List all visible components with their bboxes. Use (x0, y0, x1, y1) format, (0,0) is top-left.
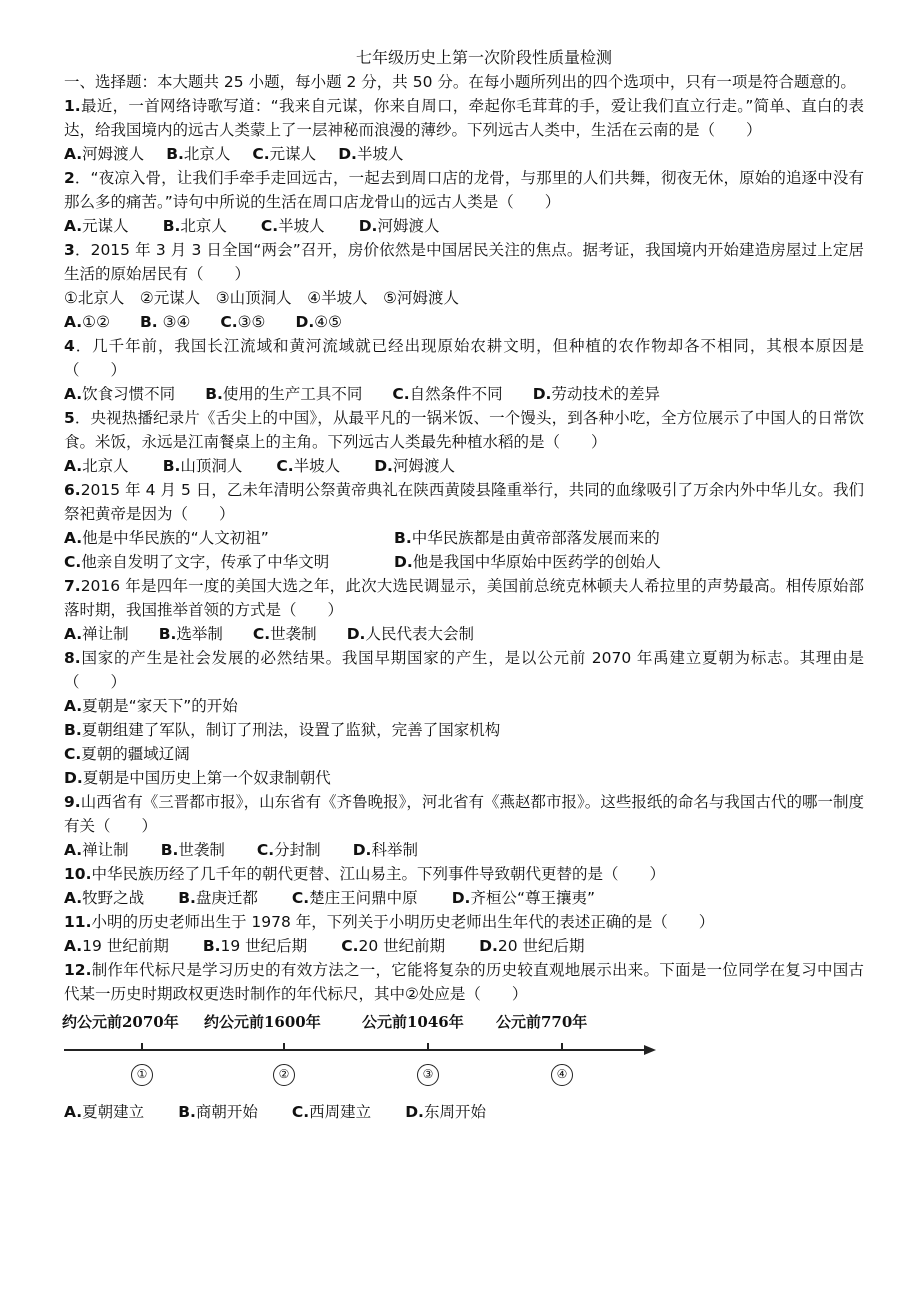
option-b[interactable] (140, 310, 190, 334)
option-letter: C. (252, 145, 270, 163)
option-c[interactable] (276, 454, 340, 478)
option-letter: C. (256, 841, 275, 859)
question-6 (64, 478, 864, 574)
option-letter: D. (358, 217, 378, 235)
option-b[interactable] (203, 934, 307, 958)
option-letter: B. (64, 721, 82, 739)
option-text: 他是中华民族的“人文初祖” (82, 529, 269, 547)
question-list (64, 94, 864, 1124)
option-d[interactable] (295, 310, 342, 334)
answer-options (64, 454, 864, 478)
question-number: 2 (64, 169, 75, 187)
option-text: 半坡人 (293, 457, 341, 475)
option-letter: D. (532, 385, 552, 403)
option-b[interactable] (166, 142, 230, 166)
question-stem (64, 406, 864, 454)
question-5 (64, 406, 864, 478)
option-letter: C. (291, 1103, 310, 1121)
option-d[interactable] (64, 766, 838, 790)
option-text: 河姆渡人 (82, 145, 145, 163)
question-stem (64, 94, 864, 142)
option-text: 牧野之战 (82, 889, 145, 907)
option-c[interactable] (252, 142, 316, 166)
option-letter: A. (64, 457, 83, 475)
timeline-label: 公元前770年 (496, 1013, 588, 1031)
option-text: 半坡人 (356, 145, 404, 163)
option-letter: A. (64, 529, 83, 547)
question-text: 2015 年 4 月 5 日，乙未年清明公祭黄帝典礼在陕西黄陵县隆重举行，共同的血缘吸引了万余内外中华儿女。我们祭祀黄帝是因为（ ） (64, 481, 864, 523)
question-text: 中华民族历经了几千年的朝代更替、江山易主。下列事件导致朝代更替的是（ ） (91, 865, 665, 883)
option-c[interactable] (64, 550, 394, 574)
question-text: 国家的产生是社会发展的必然结果。我国早期国家的产生，是以公元前 2070 年禹建立夏朝为标志。其理由是（ ） (64, 649, 864, 691)
option-letter: D. (394, 553, 413, 571)
timeline-label: 约公元前2070年 (62, 1013, 179, 1031)
option-a[interactable] (64, 526, 394, 550)
option-text: 楚庄王问鼎中原 (309, 889, 418, 907)
option-letter: B. (158, 625, 177, 643)
option-d[interactable] (394, 550, 724, 574)
option-text: 20 世纪后期 (497, 937, 585, 955)
option-letter: A. (64, 937, 83, 955)
option-letter: C. (276, 457, 294, 475)
option-a[interactable] (64, 838, 129, 862)
question-stem (64, 910, 864, 934)
answer-options (64, 886, 864, 910)
option-text: 北京人 (183, 145, 231, 163)
option-b[interactable] (205, 382, 362, 406)
question-text: 2016 年是四年一度的美国大选之年，此次大选民调显示，美国前总统克林顿夫人希拉里的声势最高。相传原始部落时期，我国推举首领的方式是（ ） (64, 577, 864, 619)
option-letter: A. (64, 1103, 83, 1121)
option-d[interactable] (405, 1100, 486, 1124)
option-text: 夏朝是中国历史上第一个奴隶制朝代 (82, 769, 331, 787)
option-a[interactable] (64, 214, 129, 238)
arrow-right-icon (644, 1045, 656, 1055)
option-letter: B. (205, 385, 223, 403)
answer-options (64, 934, 864, 958)
option-letter: A. (64, 889, 83, 907)
question-stem (64, 574, 864, 622)
option-b[interactable] (159, 622, 223, 646)
option-letter: D. (374, 457, 393, 475)
question-3 (64, 238, 864, 334)
question-stem (64, 790, 864, 838)
option-letter: B. (162, 217, 181, 235)
timeline-label: 公元前1046年 (362, 1013, 464, 1031)
option-text: 元谋人 (82, 217, 129, 235)
option-text: 盘庚迁都 (195, 889, 258, 907)
option-letter: B. (162, 457, 181, 475)
exam-page (64, 46, 864, 1124)
option-letter: B. (202, 937, 221, 955)
timeline-ruler (64, 1010, 684, 1098)
option-text: 饮食习惯不同 (82, 385, 176, 403)
option-b[interactable] (178, 1100, 258, 1124)
option-a[interactable] (64, 310, 110, 334)
option-text: 元谋人 (269, 145, 317, 163)
option-text: 河姆渡人 (377, 217, 440, 235)
answer-options (64, 622, 864, 646)
option-text: 科举制 (371, 841, 418, 859)
question-stem (64, 862, 864, 886)
option-text: ④⑤ (314, 313, 343, 331)
option-b[interactable] (178, 886, 258, 910)
option-a[interactable] (64, 886, 144, 910)
question-2 (64, 166, 864, 238)
question-stem (64, 166, 864, 214)
answer-options (64, 142, 864, 166)
timeline-mark: ② (273, 1064, 295, 1086)
answer-options (64, 1100, 864, 1124)
option-text: 齐桓公“尊王攘夷” (470, 889, 596, 907)
option-letter: C. (291, 889, 310, 907)
option-letter: C. (392, 385, 410, 403)
option-text: 劳动技术的差异 (551, 385, 660, 403)
option-text: 自然条件不同 (409, 385, 503, 403)
option-c[interactable] (253, 622, 317, 646)
question-12 (64, 958, 864, 1124)
option-letter: B. (139, 313, 158, 331)
question-text: 最近，一首网络诗歌写道：“我来自元谋，你来自周口，牵起你毛茸茸的手，爱让我们直立行走。”简单、直白的表达，给我国境内的远古人类蒙上了一层神秘而浪漫的薄纱。下列远古人类中，生活在云南的是（ ） (64, 97, 864, 139)
option-d[interactable] (479, 934, 584, 958)
option-d[interactable] (533, 382, 660, 406)
option-c[interactable] (257, 838, 321, 862)
page-title: 七年级历史上第一次阶段性质量检测 (355, 48, 612, 67)
option-text: 北京人 (180, 217, 227, 235)
option-text: 人民代表大会制 (365, 625, 474, 643)
option-letter: B. (394, 529, 412, 547)
timeline-mark: ④ (551, 1064, 573, 1086)
question-text: 小明的历史老师出生于 1978 年，下列关于小明历史老师出生年代的表述正确的是（ ） (91, 913, 715, 931)
option-letter: A. (64, 841, 83, 859)
option-letter: D. (338, 145, 357, 163)
question-stem (64, 238, 864, 286)
question-number: 12. (64, 961, 92, 979)
option-letter: C. (260, 217, 279, 235)
option-letter: A. (64, 697, 83, 715)
option-text: 夏朝组建了军队，制订了刑法，设置了监狱，完善了国家机构 (81, 721, 501, 739)
option-d[interactable] (353, 838, 418, 862)
option-c[interactable] (341, 934, 445, 958)
timeline-mark: ③ (417, 1064, 439, 1086)
option-letter: A. (64, 145, 83, 163)
question-7 (64, 574, 864, 646)
question-4 (64, 334, 864, 406)
question-text: 制作年代标尺是学习历史的有效方法之一，它能将复杂的历史较直观地展示出来。下面是一位同学在复习中国古代某一历史时期政权更迭时制作的年代标尺，其中②处应是（ ） (64, 961, 864, 1003)
section-intro: 一、选择题：本大题共 25 小题，每小题 2 分，共 50 分。在每小题所列出的四个选项中，只有一项是符合题意的。 (64, 73, 856, 91)
option-b[interactable] (163, 214, 227, 238)
question-items: ①北京人 ②元谋人 ③山顶洞人 ④半坡人 ⑤河姆渡人 (64, 289, 459, 307)
option-text: ③④ (157, 313, 191, 331)
option-c[interactable] (292, 886, 418, 910)
option-d[interactable] (338, 142, 403, 166)
option-d[interactable] (347, 622, 474, 646)
option-letter: A. (64, 217, 83, 235)
question-number: 3 (64, 241, 75, 259)
question-stem (64, 958, 864, 1006)
option-a[interactable] (64, 454, 129, 478)
option-text: 禅让制 (82, 625, 129, 643)
option-letter: A. (64, 313, 83, 331)
option-a[interactable] (64, 694, 838, 718)
question-number: 6. (64, 481, 81, 499)
question-text: ．2015 年 3 月 3 日全国“两会”召开，房价依然是中国居民关注的焦点。据考证，我国境内开始建造房屋过上定居生活的原始居民有（ ） (64, 241, 864, 283)
option-a[interactable] (64, 934, 169, 958)
option-d[interactable] (374, 454, 455, 478)
answer-options (64, 310, 864, 334)
question-number: 8. (64, 649, 81, 667)
question-11 (64, 910, 864, 958)
question-number: 5 (64, 409, 75, 427)
option-d[interactable] (452, 886, 595, 910)
option-letter: B. (178, 889, 196, 907)
question-text: ．几千年前，我国长江流域和黄河流域就已经出现原始农耕文明，但种植的农作物却各不相同，其根本原因是（ ） (64, 337, 864, 379)
question-stem (64, 478, 864, 526)
answer-options (64, 838, 864, 862)
option-b[interactable] (64, 718, 838, 742)
question-10 (64, 862, 864, 910)
timeline-mark: ① (131, 1064, 153, 1086)
option-text: 夏朝的疆域辽阔 (81, 745, 190, 763)
option-b[interactable] (163, 454, 243, 478)
question-number: 9. (64, 793, 81, 811)
timeline-label: 约公元前1600年 (204, 1013, 321, 1031)
question-number: 7. (64, 577, 81, 595)
answer-options (64, 214, 864, 238)
option-text: 河姆渡人 (392, 457, 455, 475)
option-letter: D. (346, 625, 366, 643)
question-number: 4 (64, 337, 75, 355)
option-letter: B. (166, 145, 184, 163)
option-c[interactable] (292, 1100, 371, 1124)
question-9 (64, 790, 864, 862)
option-letter: A. (64, 385, 83, 403)
option-c[interactable] (64, 742, 838, 766)
option-text: 商朝开始 (195, 1103, 258, 1121)
option-text: 分封制 (274, 841, 321, 859)
question-stem (64, 646, 864, 694)
option-text: 世袭制 (270, 625, 317, 643)
question-text: 山西省有《三晋都市报》，山东省有《齐鲁晚报》，河北省有《燕赵都市报》。这些报纸的命名与我国古代的哪一制度有关（ ） (64, 793, 864, 835)
option-text: 19 世纪前期 (82, 937, 169, 955)
option-text: 他亲自发明了文字，传承了中华文明 (81, 553, 330, 571)
option-text: 中华民族都是由黄帝部落发展而来的 (411, 529, 660, 547)
option-text: 山顶洞人 (180, 457, 243, 475)
option-letter: D. (479, 937, 498, 955)
option-text: 选举制 (176, 625, 223, 643)
option-letter: B. (160, 841, 179, 859)
option-a[interactable] (64, 1100, 144, 1124)
option-letter: C. (64, 553, 82, 571)
option-text: 夏朝是“家天下”的开始 (82, 697, 238, 715)
option-text: 禅让制 (82, 841, 129, 859)
option-letter: D. (451, 889, 471, 907)
question-number: 11. (64, 913, 92, 931)
answer-options (64, 694, 864, 790)
option-c[interactable] (261, 214, 325, 238)
option-text: 北京人 (82, 457, 129, 475)
answer-options (64, 382, 864, 406)
option-text: ①② (82, 313, 110, 331)
option-letter: D. (352, 841, 372, 859)
option-a[interactable] (64, 142, 144, 166)
option-text: 西周建立 (309, 1103, 372, 1121)
question-number: 10. (64, 865, 92, 883)
option-text: 20 世纪前期 (358, 937, 446, 955)
option-a[interactable] (64, 622, 129, 646)
option-letter: C. (64, 745, 82, 763)
option-text: 使用的生产工具不同 (222, 385, 363, 403)
question-number: 1. (64, 97, 81, 115)
option-letter: D. (405, 1103, 424, 1121)
option-text: 世袭制 (178, 841, 225, 859)
option-text: ③⑤ (237, 313, 266, 331)
option-text: 东周开始 (423, 1103, 486, 1121)
option-d[interactable] (359, 214, 440, 238)
option-text: 他是我国中华原始中医药学的创始人 (412, 553, 661, 571)
question-stem (64, 334, 864, 382)
option-letter: C. (341, 937, 359, 955)
answer-options (64, 526, 864, 574)
option-letter: B. (178, 1103, 196, 1121)
option-c[interactable] (392, 382, 502, 406)
option-text: 半坡人 (278, 217, 325, 235)
option-text: 19 世纪后期 (220, 937, 308, 955)
option-letter: C. (220, 313, 238, 331)
question-1 (64, 94, 864, 166)
option-letter: C. (252, 625, 271, 643)
option-letter: A. (64, 625, 83, 643)
option-text: 夏朝建立 (82, 1103, 145, 1121)
option-letter: D. (295, 313, 315, 331)
option-b[interactable] (161, 838, 225, 862)
question-8 (64, 646, 864, 790)
option-b[interactable] (394, 526, 724, 550)
question-text: ．央视热播纪录片《舌尖上的中国》，从最平凡的一锅米饭、一个馒头，到各种小吃，全方位展示了中国人的日常饮食。米饭，永远是江南餐桌上的主角。下列远古人类最先种植水稻的是（ ） (64, 409, 864, 451)
option-a[interactable] (64, 382, 175, 406)
question-text: ．“夜凉入骨，让我们手牵手走回远古，一起去到周口店的龙骨，与那里的人们共舞，彻夜无休，原始的追逐中没有那么多的痛苦。”诗句中所说的生活在周口店龙骨山的远古人类是（ ） (64, 169, 864, 211)
option-letter: D. (64, 769, 83, 787)
option-c[interactable] (220, 310, 265, 334)
